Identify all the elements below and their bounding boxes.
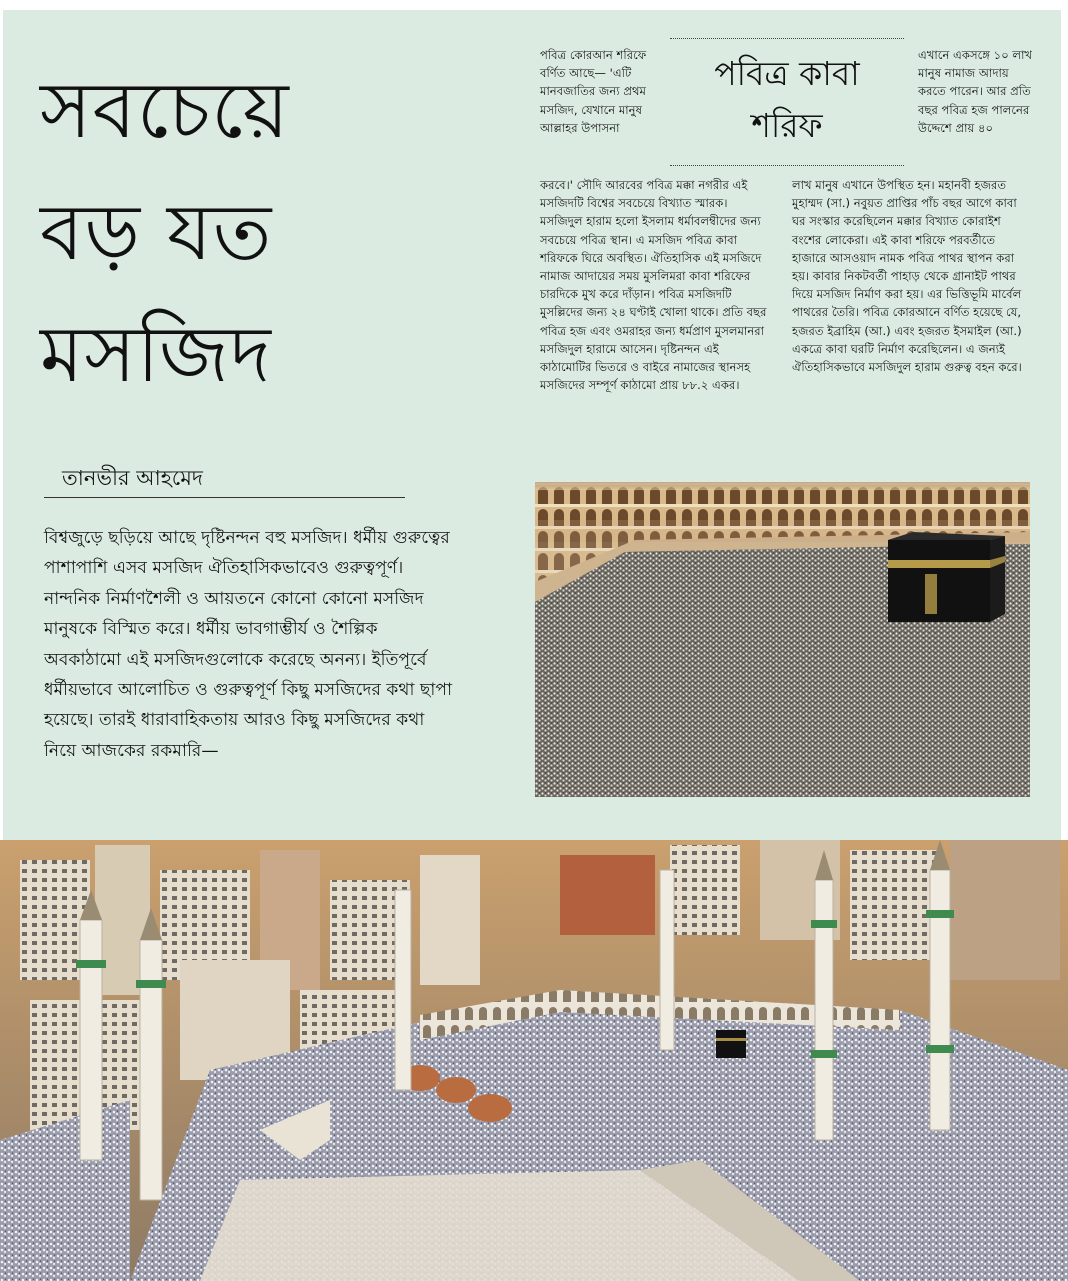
headline-line-2: বড় যত bbox=[40, 188, 273, 278]
article-column-b-top: এখানে একসঙ্গে ১০ লাখ মানুষ নামাজ আদায় করতে পারেন। আর প্রতি বছর পবিত্র হজ পালনের উদ্দেশে প্রায় ৪০ bbox=[918, 48, 1033, 135]
section-title bbox=[672, 48, 902, 152]
headline bbox=[40, 50, 480, 416]
section-title-line-2: শরিফ bbox=[751, 106, 823, 145]
section-title-rule-bottom bbox=[670, 165, 904, 166]
author-byline: তানভীর আহমেদ bbox=[62, 466, 203, 490]
article-column-a: করবে।' সৌদি আরবের পবিত্র মক্কা নগরীর এই মসজিদটি বিশ্বের সবচেয়ে বিখ্যাত স্মারক। মসজিদুল হারাম হলো ইসলাম ধর্মাবলম্বীদের জন্য সবচেয়ে পবিত্র স্থান। এ মসজিদ পবিত্র কাবা শরিফকে ঘিরে অবস্থিত। ঐতিহাসিক এই মসজিদে নামাজ আদায়ের সময় মুসলিমরা কাবা শরিফের চারদিকে মুখ করে দাঁড়ান। পবিত্র মসজিদটি মুসল্লিদের জন্য ২৪ ঘণ্টাই খোলা থাকে। প্রতি বছর পবিত্র হজ এবং ওমরাহর জন্য ধর্মপ্রাণ মুসলমানরা মসজিদুল হারামে আসেন। দৃষ্টিনন্দন এই কাঠামোটির ভিতরে ও বাইরে নামাজের স্থানসহ মসজিদের সম্পূর্ণ কাঠামো প্রায় ৮৮.২ একর। bbox=[540, 178, 767, 393]
section-title-line-1: পবিত্র কাবা bbox=[714, 54, 860, 93]
article-column-b: লাখ মানুষ এখানে উপস্থিত হন। মহানবী হজরত মুহাম্মদ (সা.) নবুয়ত প্রাপ্তির পাঁচ বছর আগে কাবা ঘর সংস্কার করেছিলেন মক্কার বিখ্যাত কোরাইশ বংশের লোকেরা। এই কাবা শরিফে পরবর্তীতে হাজারে আসওয়াদ নামক পবিত্র পাথর স্থাপন করা হয়। কাবার নিকটবর্তী পাহাড় থেকে গ্রানাইট পাথর দিয়ে মসজিদ নির্মাণ করা হয়। এর ভিত্তিভূমি মার্বেল পাথরের তৈরি। পবিত্র কোরআনে বর্ণিত হয়েছে যে, হজরত ইব্রাহিম (আ.) এবং হজরত ইসমাইল (আ.) একত্রে কাবা ঘরটি নির্মাণ করেছিলেন। এ জন্যই ঐতিহাসিকভাবে মসজিদুল হারাম গুরুত্ব বহন করে। bbox=[792, 178, 1022, 375]
section-title-rule-top bbox=[670, 38, 904, 39]
headline-line-1: সবচেয়ে bbox=[40, 66, 290, 156]
kaaba-photo bbox=[535, 482, 1030, 797]
byline-divider bbox=[44, 497, 405, 498]
aerial-mosque-photo bbox=[0, 840, 1068, 1281]
intro-paragraph: বিশ্বজুড়ে ছড়িয়ে আছে দৃষ্টিনন্দন বহু মসজিদ। ধর্মীয় গুরুত্বের পাশাপাশি এসব মসজিদ ঐতিহাসিকভাবেও গুরুত্বপূর্ণ। নান্দনিক নির্মাণশৈলী ও আয়তনে কোনো কোনো মসজিদ মানুষকে বিস্মিত করে। ধর্মীয় ভাবগাম্ভীর্য ও শৈল্পিক অবকাঠামো এই মসজিদগুলোকে করেছে অনন্য। ইতিপূর্বে ধর্মীয়ভাবে আলোচিত ও গুরুত্বপূর্ণ কিছু মসজিদের কথা ছাপা হয়েছে। তারই ধারাবাহিকতায় আরও কিছু মসজিদের কথা নিয়ে আজকের রকমারি— bbox=[44, 528, 453, 761]
headline-line-3: মসজিদ bbox=[40, 310, 272, 400]
article-column-a-top: পবিত্র কোরআন শরিফে বর্ণিত আছে— 'এটি মানবজাতির জন্য প্রথম মসজিদ, যেখানে মানুষ আল্লাহর উপাসনা bbox=[540, 48, 647, 135]
